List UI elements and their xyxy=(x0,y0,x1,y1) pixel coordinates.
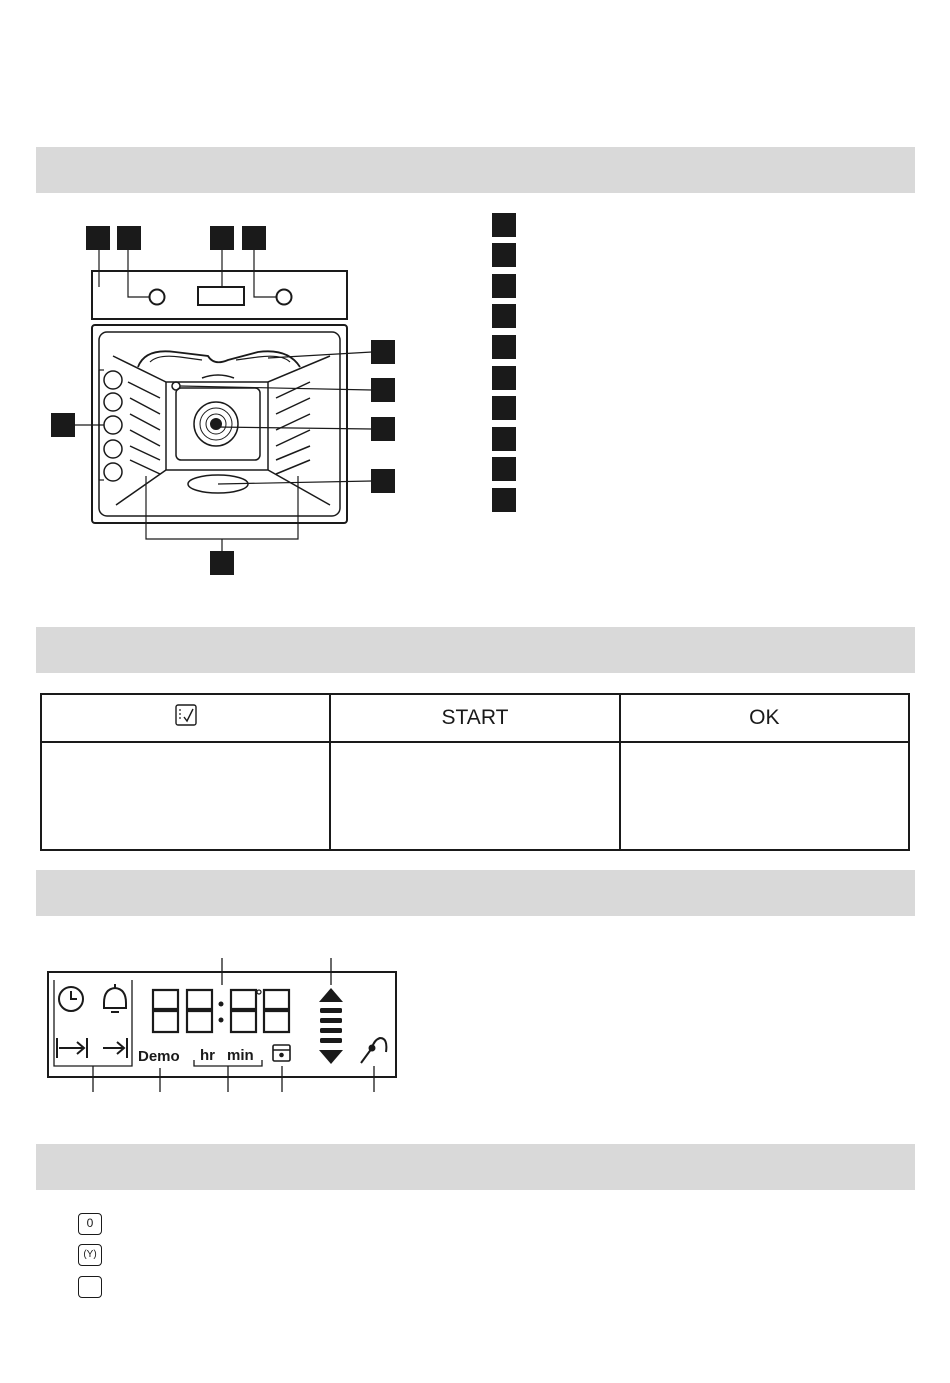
section-band-3 xyxy=(36,870,915,916)
display-panel xyxy=(40,950,410,1100)
probe-icon xyxy=(361,1038,386,1063)
table-cell xyxy=(330,742,619,850)
legend-marker-8 xyxy=(492,427,516,451)
hr-label: hr xyxy=(200,1047,215,1064)
table-header-start: START xyxy=(330,694,619,742)
table-cell xyxy=(620,742,909,850)
legend-marker-7 xyxy=(492,396,516,420)
clock-icon xyxy=(59,987,83,1011)
heat-up-indicator xyxy=(319,988,343,1064)
legend-marker-9 xyxy=(492,457,516,481)
sensor-field-table xyxy=(40,693,910,851)
legend-marker-1 xyxy=(492,213,516,237)
lock-icon xyxy=(273,1045,290,1061)
seven-segment-digits xyxy=(153,990,289,1032)
table-header-ok: OK xyxy=(620,694,909,742)
section-band-4 xyxy=(36,1144,915,1190)
legend-marker-2 xyxy=(492,243,516,267)
legend-marker-5 xyxy=(492,335,516,359)
bell-icon xyxy=(104,984,126,1012)
table-cell xyxy=(41,742,330,850)
legend-marker-10 xyxy=(492,488,516,512)
section-band-2 xyxy=(36,627,915,673)
section-band-1 xyxy=(36,147,915,193)
display-diagram xyxy=(40,950,410,1100)
legend-marker-4 xyxy=(492,304,516,328)
demo-label: Demo xyxy=(138,1048,180,1065)
min-label: min xyxy=(227,1047,254,1064)
oven-diagram xyxy=(40,200,420,590)
oven-illustration xyxy=(40,200,420,590)
legend-marker-3 xyxy=(492,274,516,298)
end-time-icon xyxy=(103,1038,127,1058)
empty-box-icon xyxy=(78,1276,102,1298)
duration-icon xyxy=(57,1038,87,1058)
checklist-icon xyxy=(174,703,198,727)
fan-in-box-icon: (Y) xyxy=(78,1244,102,1266)
zero-in-box-icon: 0 xyxy=(78,1213,102,1235)
legend-marker-6 xyxy=(492,366,516,390)
table-header-cell xyxy=(41,694,330,742)
